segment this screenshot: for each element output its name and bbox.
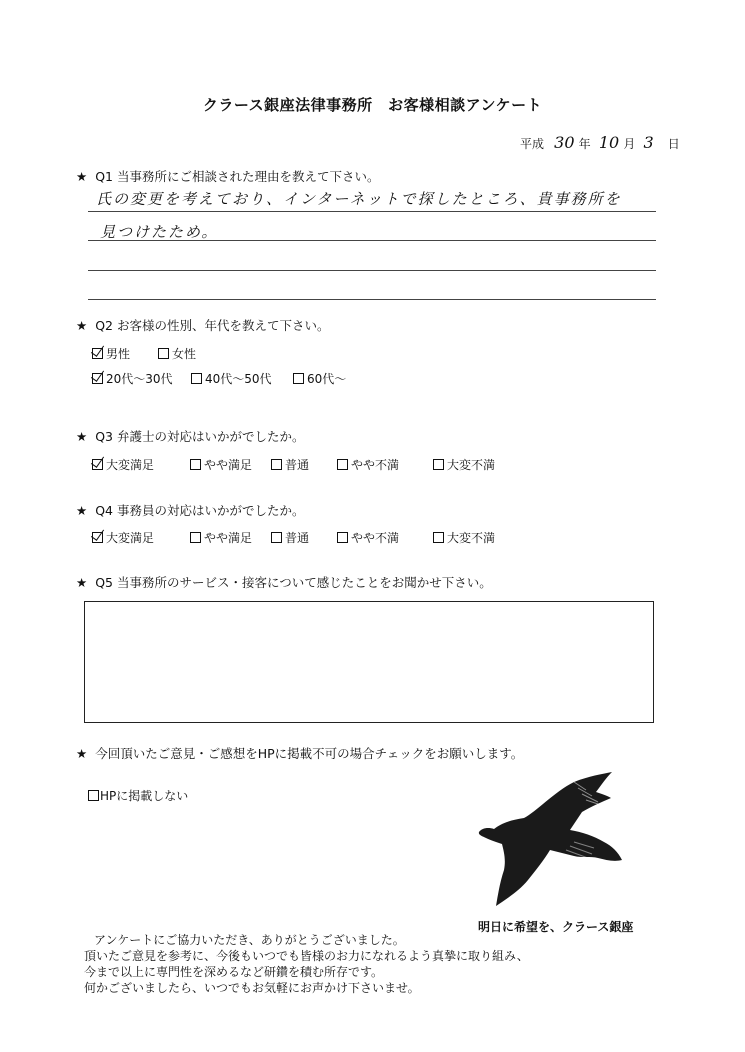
tagline: 明日に希望を、クラース銀座: [478, 920, 634, 934]
option-label: 大変不満: [447, 531, 496, 545]
option-label: 男性: [106, 347, 131, 361]
option-label: 大変不満: [447, 458, 496, 472]
checkbox[interactable]: [293, 373, 304, 384]
q4-question: [76, 501, 305, 519]
checkbox[interactable]: [190, 459, 201, 470]
option-label: 60代～: [307, 372, 347, 386]
q3-option-very-dissatisfied[interactable]: [433, 456, 495, 473]
star-icon: ★: [76, 429, 88, 444]
answer-line: [88, 211, 656, 212]
option-label: 20代～30代: [106, 372, 173, 386]
checkbox[interactable]: [190, 532, 201, 543]
q4-option-somewhat-satisfied[interactable]: [190, 529, 252, 546]
q5-answer-box[interactable]: [84, 601, 654, 723]
checkbox[interactable]: [433, 532, 444, 543]
gender-female-option[interactable]: [158, 345, 196, 362]
option-label: 普通: [285, 531, 310, 545]
q3-option-neutral[interactable]: [271, 456, 309, 473]
age-40-50-option[interactable]: [191, 370, 272, 387]
hp-notice: [76, 744, 523, 762]
q2-question-text: Q2 お客様の性別、年代を教えて下さい。: [95, 318, 330, 333]
hp-notice-text: 今回頂いたご意見・ご感想をHPに掲載不可の場合チェックをお願いします。: [95, 746, 524, 761]
date-year-unit: 年: [578, 137, 591, 151]
date-day-unit: 日: [667, 137, 680, 151]
date-day: 3: [643, 133, 654, 152]
answer-line: [88, 270, 656, 271]
age-60-option[interactable]: [293, 370, 346, 387]
closing-line-2: 頂いたご意見を参考に、今後もいつでも皆様のお力になれるよう真摯に取り組み、: [84, 949, 529, 963]
q1-answer-line2[interactable]: 見つけたため。: [100, 223, 219, 241]
q4-option-very-dissatisfied[interactable]: [433, 529, 495, 546]
checkbox-checked[interactable]: [92, 373, 103, 384]
option-label: 普通: [285, 458, 310, 472]
q3-option-somewhat-dissatisfied[interactable]: [337, 456, 399, 473]
checkbox[interactable]: [337, 459, 348, 470]
q1-question-text: Q1 当事務所にご相談された理由を教えて下さい。: [95, 169, 380, 184]
q4-option-somewhat-dissatisfied[interactable]: [337, 529, 399, 546]
q3-question: [76, 427, 305, 445]
date-era: 平成: [520, 137, 545, 151]
option-label: 大変満足: [106, 458, 155, 472]
option-label: やや満足: [204, 458, 253, 472]
star-icon: ★: [76, 575, 88, 590]
gender-male-option[interactable]: [92, 345, 130, 362]
q3-question-text: Q3 弁護士の対応はいかがでしたか。: [95, 429, 305, 444]
checkbox[interactable]: [337, 532, 348, 543]
q4-question-text: Q4 事務員の対応はいかがでしたか。: [95, 503, 305, 518]
checkbox[interactable]: [271, 459, 282, 470]
q4-option-very-satisfied[interactable]: [92, 529, 154, 546]
page-title: クラース銀座法律事務所 お客様相談アンケート: [202, 96, 543, 114]
option-label: 40代～50代: [205, 372, 272, 386]
checkbox-checked[interactable]: [92, 348, 103, 359]
option-label: HPに掲載しない: [100, 789, 189, 803]
checkbox-checked[interactable]: [92, 459, 103, 470]
checkbox[interactable]: [271, 532, 282, 543]
checkbox[interactable]: [191, 373, 202, 384]
q1-answer-line1[interactable]: 氏の変更を考えており、インターネットで探したところ、貴事務所を: [96, 190, 622, 208]
checkbox[interactable]: [158, 348, 169, 359]
date-year: 30: [554, 133, 575, 152]
option-label: やや不満: [351, 531, 400, 545]
star-icon: ★: [76, 169, 88, 184]
closing-line-4: 何かございましたら、いつでもお気軽にお声かけ下さいませ。: [84, 981, 420, 995]
q1-question: [76, 167, 380, 185]
closing-line-1: アンケートにご協力いただき、ありがとうございました。: [94, 933, 405, 947]
survey-date: [520, 133, 680, 152]
closing-line-3: 今まで以上に専門性を深めるなど研鑽を積む所存です。: [84, 965, 384, 979]
checkbox[interactable]: [433, 459, 444, 470]
star-icon: ★: [76, 318, 88, 333]
q5-question-text: Q5 当事務所のサービス・接客について感じたことをお聞かせ下さい。: [95, 575, 492, 590]
date-month-unit: 月: [623, 137, 636, 151]
answer-line: [88, 299, 656, 300]
bird-logo-icon: [474, 772, 624, 908]
checkbox[interactable]: [88, 790, 99, 801]
q2-question: [76, 316, 330, 334]
date-month: 10: [598, 133, 620, 152]
answer-line: [88, 240, 656, 241]
q5-question: [76, 573, 492, 591]
star-icon: ★: [76, 746, 88, 761]
option-label: やや不満: [351, 458, 400, 472]
q3-option-somewhat-satisfied[interactable]: [190, 456, 252, 473]
q4-option-neutral[interactable]: [271, 529, 309, 546]
option-label: 大変満足: [106, 531, 155, 545]
hp-no-publish-option[interactable]: [88, 787, 188, 804]
option-label: 女性: [172, 347, 197, 361]
option-label: やや満足: [204, 531, 253, 545]
age-20-30-option[interactable]: [92, 370, 173, 387]
q3-option-very-satisfied[interactable]: [92, 456, 154, 473]
star-icon: ★: [76, 503, 88, 518]
checkbox-checked[interactable]: [92, 532, 103, 543]
